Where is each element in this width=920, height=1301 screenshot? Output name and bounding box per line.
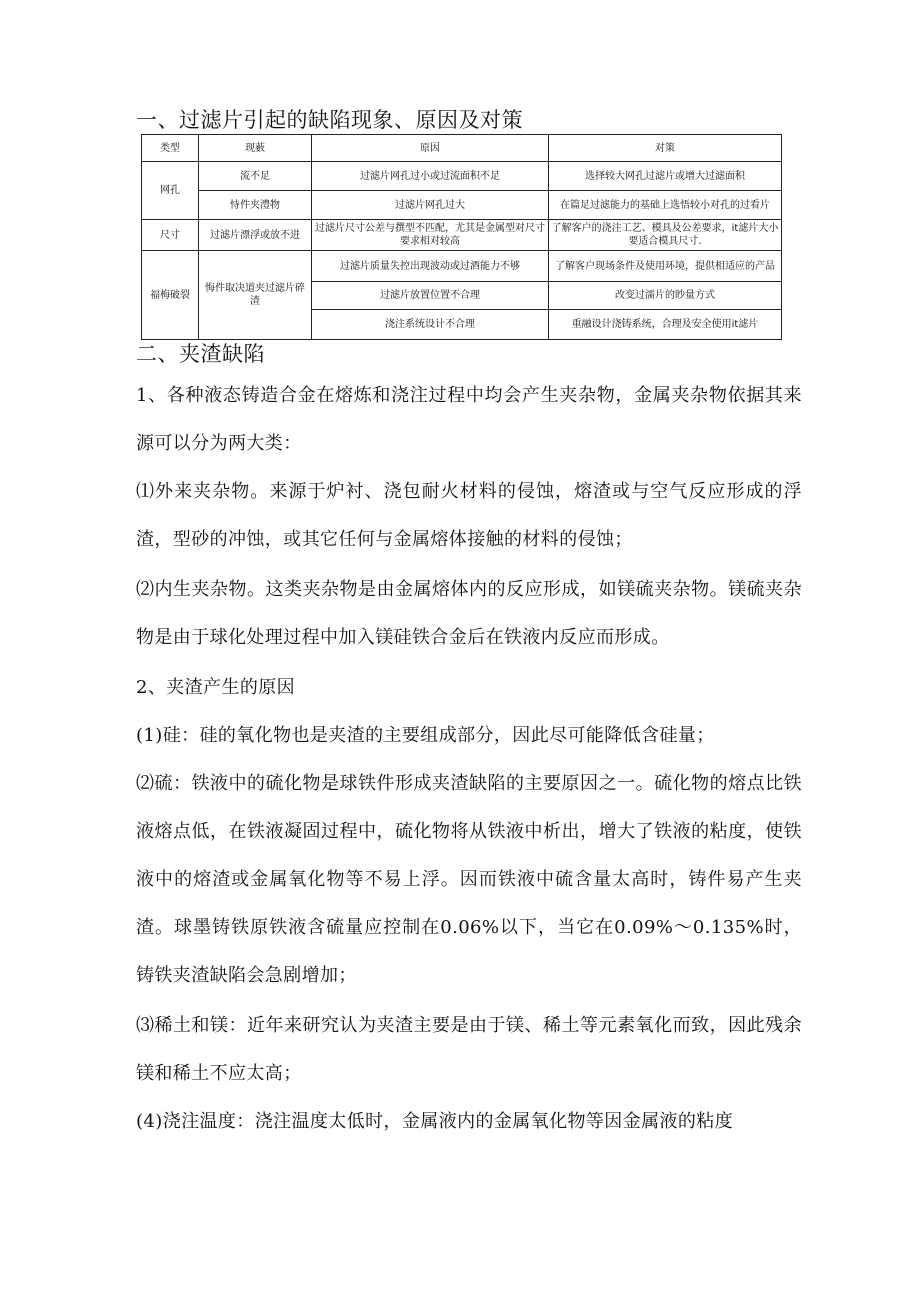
cell-cause: 浇注系统设计不合理 xyxy=(312,310,549,340)
cell-type: 福梅破裂 xyxy=(142,251,199,340)
cell-measure: 重融设计浇铸系统，合理及安全使用it滤片 xyxy=(549,310,782,340)
header-type: 类型 xyxy=(142,135,199,162)
subheading-slag-causes: 2、夹渣产生的原因 xyxy=(136,677,296,698)
cell-phenomenon: 恃件夹澧物 xyxy=(199,191,312,220)
table-row xyxy=(142,251,782,282)
paragraph-internal-inclusions: ⑵内生夹杂物。这类夹杂物是由金属熔体内的反应形成，如镁硫夹杂物。镁硫夹杂物是由于球化处理过程中加入镁硅铁合金后在铁液内反应而形成。 xyxy=(136,579,802,648)
cell-measure: 选择较大网孔过滤片或增大过滤面积 xyxy=(549,162,782,191)
filter-defect-table xyxy=(141,134,782,340)
paragraph-pouring-temperature: (4)浇注温度：浇注温度太低时，金属液内的金属氧化物等因金属液的粘度 xyxy=(136,1111,734,1132)
cell-type: 网孔 xyxy=(142,162,199,220)
cell-measure: 在篇足过滤能力的基础上选悟较小对孔的过看片 xyxy=(549,191,782,220)
paragraph-silicon: (1)硅：硅的氧化物也是夹渣的主要组成部分，因此尽可能降低含硅量； xyxy=(136,725,715,746)
cell-cause: 过滤片放置位置不合理 xyxy=(312,282,549,310)
cell-measure: 了解客户的浇注工艺、模具及公差要求，it滤片大小要适合模具尺寸. xyxy=(549,220,782,251)
cell-measure: 改变过濡片的眇量方式 xyxy=(549,282,782,310)
paragraph-inclusion-sources: 1、各种液态铸造合金在熔炼和浇注过程中均会产生夹杂物，金属夹杂物依据其来源可以分为两大类： xyxy=(136,385,802,454)
paragraph-sulfur: ⑵硫：铁液中的硫化物是球铁件形成夹渣缺陷的主要原因之一。硫化物的熔点比铁液熔点低，在铁液凝固过程中，硫化物将从铁液中析出，增大了铁液的粘度，使铁液中的熔渣或金属氧化物等不易上浮。因而铁液中硫含量太高时，铸件易产生夹渣。球墨铸铁原铁液含硫量应控制在0.06%以下，当它在0.09%～0.135%时，铸铁夹渣缺陷会急剧增加； xyxy=(136,773,802,986)
cell-measure: 了解客户现场条件及使用环境，提供相适应的产品 xyxy=(549,251,782,282)
cell-cause: 过滤片网孔过大 xyxy=(312,191,549,220)
header-cause: 原因 xyxy=(312,135,549,162)
paragraph-rare-earth-magnesium: ⑶稀土和镁：近年来研究认为夹渣主要是由于镁、稀土等元素氧化而致，因此残余镁和稀土不应太高； xyxy=(136,1015,802,1084)
table-row xyxy=(142,191,782,220)
cell-phenomenon: 悔件取决道夹过滤片碎渣 xyxy=(199,251,312,340)
table-row xyxy=(142,220,782,251)
cell-type: 尺寸 xyxy=(142,220,199,251)
table-header-row xyxy=(142,135,782,162)
cell-cause: 过滤片网孔过小或过流面积不足 xyxy=(312,162,549,191)
cell-phenomenon: 过滤片漂浮或放不进 xyxy=(199,220,312,251)
table-row xyxy=(142,162,782,191)
section-title-filter-defects: 一、过滤片引起的缺陷现象、原因及对策 xyxy=(136,108,523,132)
paragraph-external-inclusions: ⑴外来夹杂物。来源于炉衬、浇包耐火材料的侵蚀，熔渣或与空气反应形成的浮渣，型砂的冲蚀，或其它任何与金属熔体接触的材料的侵蚀； xyxy=(136,481,802,550)
cell-cause: 过滤片质量失控出现波动或过酒能力不够 xyxy=(312,251,549,282)
cell-cause: 过滤片尺寸公差与撰型不匹配，尤其是金属型对尺寸要求相对较高 xyxy=(312,220,549,251)
header-measure: 对策 xyxy=(549,135,782,162)
header-phenomenon: 现薮 xyxy=(199,135,312,162)
section-title-slag-defects: 二、夹渣缺陷 xyxy=(136,342,265,366)
cell-phenomenon: 流不足 xyxy=(199,162,312,191)
